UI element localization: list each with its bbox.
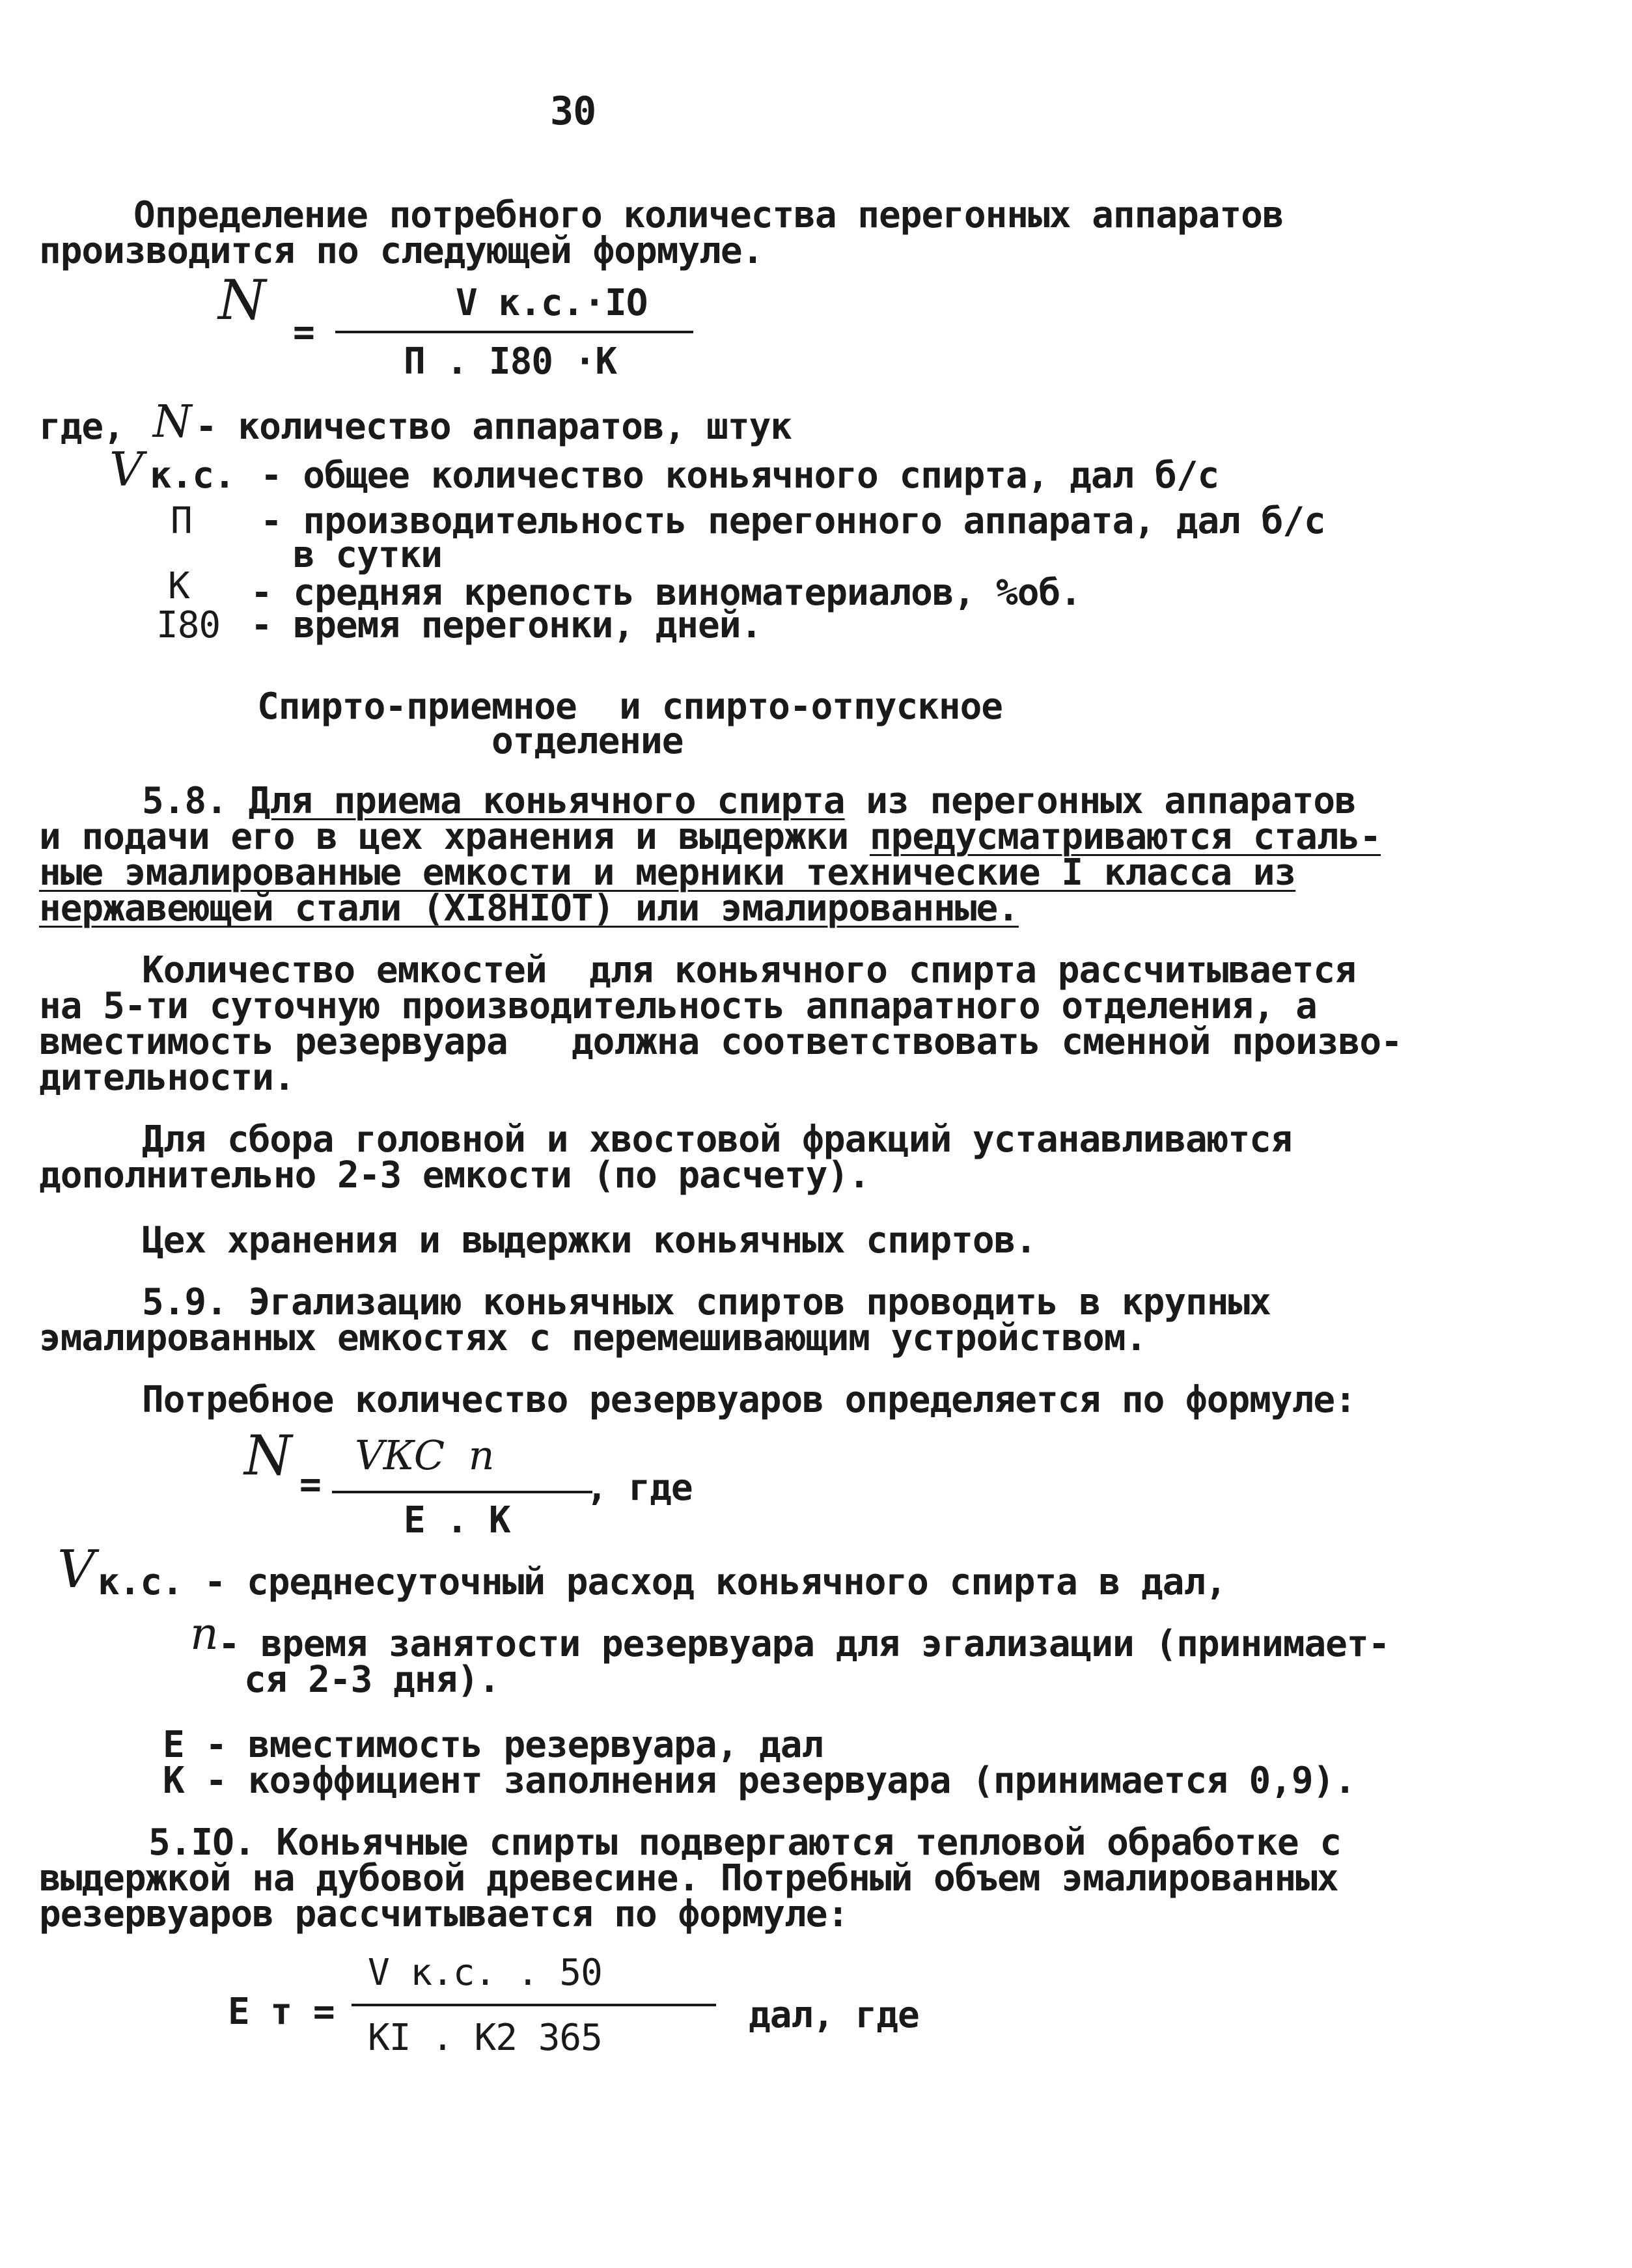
formula1-fraction-bar (335, 331, 693, 333)
p59-line-1: 5.9. Эгализацию коньячных спиртов проводить в крупных (142, 1281, 1271, 1323)
p510-line-2: выдержкой на дубовой древесине. Потребный объем эмалированных (39, 1857, 1338, 1900)
formula3-fraction-bar (352, 2004, 716, 2006)
fractions-line-1: Для сбора головной и хвостовой фракций устанавливаются (142, 1118, 1292, 1161)
def-p-symbol: П (171, 500, 192, 542)
p58-line-4: нержавеющей стали (XI8HIOT) или эмалированные. (39, 887, 1019, 930)
section-heading-line-2: отделение (491, 720, 684, 762)
formula2-eq: = (299, 1463, 321, 1506)
def2-n-text: - время занятости резервуара для эгализации (принимает- (218, 1623, 1390, 1665)
def-k-text: - средняя крепость виноматериалов, %об. (251, 572, 1081, 614)
p510-line-3: резервуаров рассчитывается по формуле: (39, 1893, 849, 1935)
def-v-text: - общее количество коньячного спирта, дал б/с (260, 454, 1219, 497)
formula2-lhs: N (244, 1424, 292, 1487)
formula2-denominator: Е . К (404, 1499, 510, 1542)
p58-line-3: ные эмалированные емкости и мерники технические I класса из (39, 851, 1296, 894)
def-duration-text: - время перегонки, дней. (251, 604, 762, 646)
formula1-denominator: П . I80 ·К (404, 340, 617, 383)
def2-v-symbol: V (57, 1539, 94, 1599)
def-v-subscript: к.с. (150, 454, 235, 497)
p510-line-1: 5.IO. Коньячные спирты подвергаются тепловой обработке с (148, 1821, 1342, 1864)
def-n-text: - количество аппаратов, штук (195, 406, 792, 448)
formula3-suffix: дал, где (749, 1994, 919, 2036)
def2-n-symbol: n (190, 1609, 218, 1660)
def-duration-symbol: I80 (156, 604, 221, 646)
formula1-eq: = (293, 311, 314, 353)
fractions-line-2: дополнительно 2-3 емкости (по расчету). (39, 1154, 870, 1196)
intro-line-1: Определение потребного количества перегонных аппаратов (133, 194, 1284, 236)
reservoir-need-line: Потребное количество резервуаров определяется по формуле: (142, 1379, 1356, 1421)
tanks-line-1: Количество емкостей для коньячного спирта рассчитывается (142, 949, 1356, 991)
def2-v-text: к.с. - среднесуточный расход коньячного спирта в дал, (98, 1561, 1226, 1603)
formula2-suffix: , где (586, 1467, 693, 1509)
formula1-lhs: N (218, 268, 266, 332)
p58-line2-a: и подачи его в цех хранения и выдержки (39, 816, 870, 858)
def-p-text: - производительность перегонного аппарата, дал б/с (260, 500, 1325, 542)
def-p-text-cont: в сутки (293, 534, 443, 576)
tanks-line-2: на 5-ти суточную производительность аппаратного отделения, а (39, 985, 1317, 1027)
tanks-line-4: дительности. (39, 1057, 295, 1099)
formula3-numerator: V к.с. . 50 (368, 1952, 602, 1994)
storage-section-title: Цех хранения и выдержки коньячных спиртов. (142, 1219, 1037, 1262)
def2-k-text: К - коэффициент заполнения резервуара (принимается 0,9). (163, 1760, 1356, 1802)
def-n-symbol: N (153, 396, 191, 448)
def2-e-text: Е - вместимость резервуара, дал (163, 1724, 823, 1766)
formula2-numerator: VКС n (355, 1431, 494, 1479)
p58-line1-rest: из перегонных аппаратов (844, 780, 1356, 822)
page-number: 30 (550, 89, 596, 134)
def2-n-text-cont: ся 2-3 дня). (244, 1659, 500, 1701)
formula3-denominator: КI . К2 365 (368, 2017, 602, 2059)
formula2-fraction-bar (332, 1491, 592, 1493)
where-label: где, (39, 406, 124, 448)
tanks-line-3: вместимость резервуара должна соответствовать сменной произво- (39, 1021, 1402, 1063)
formula1-numerator: V к.с.·IO (456, 282, 648, 324)
def-k-symbol: К (168, 565, 189, 607)
p59-line-2: эмалированных емкостях с перемешивающим устройством. (39, 1317, 1147, 1359)
p58-underlined-2: предусматриваются сталь- (869, 816, 1381, 858)
p58-number: 5.8. (142, 780, 227, 822)
def-v-symbol: V (109, 442, 143, 497)
formula3-lhs: Е т = (228, 1991, 335, 2033)
section-heading-line-1: Спирто-приемное и спирто-отпускное (257, 685, 1003, 728)
intro-line-2: производится по следующей формуле. (39, 230, 764, 272)
p58-underlined-1: Для приема коньячного спирта (248, 780, 845, 822)
